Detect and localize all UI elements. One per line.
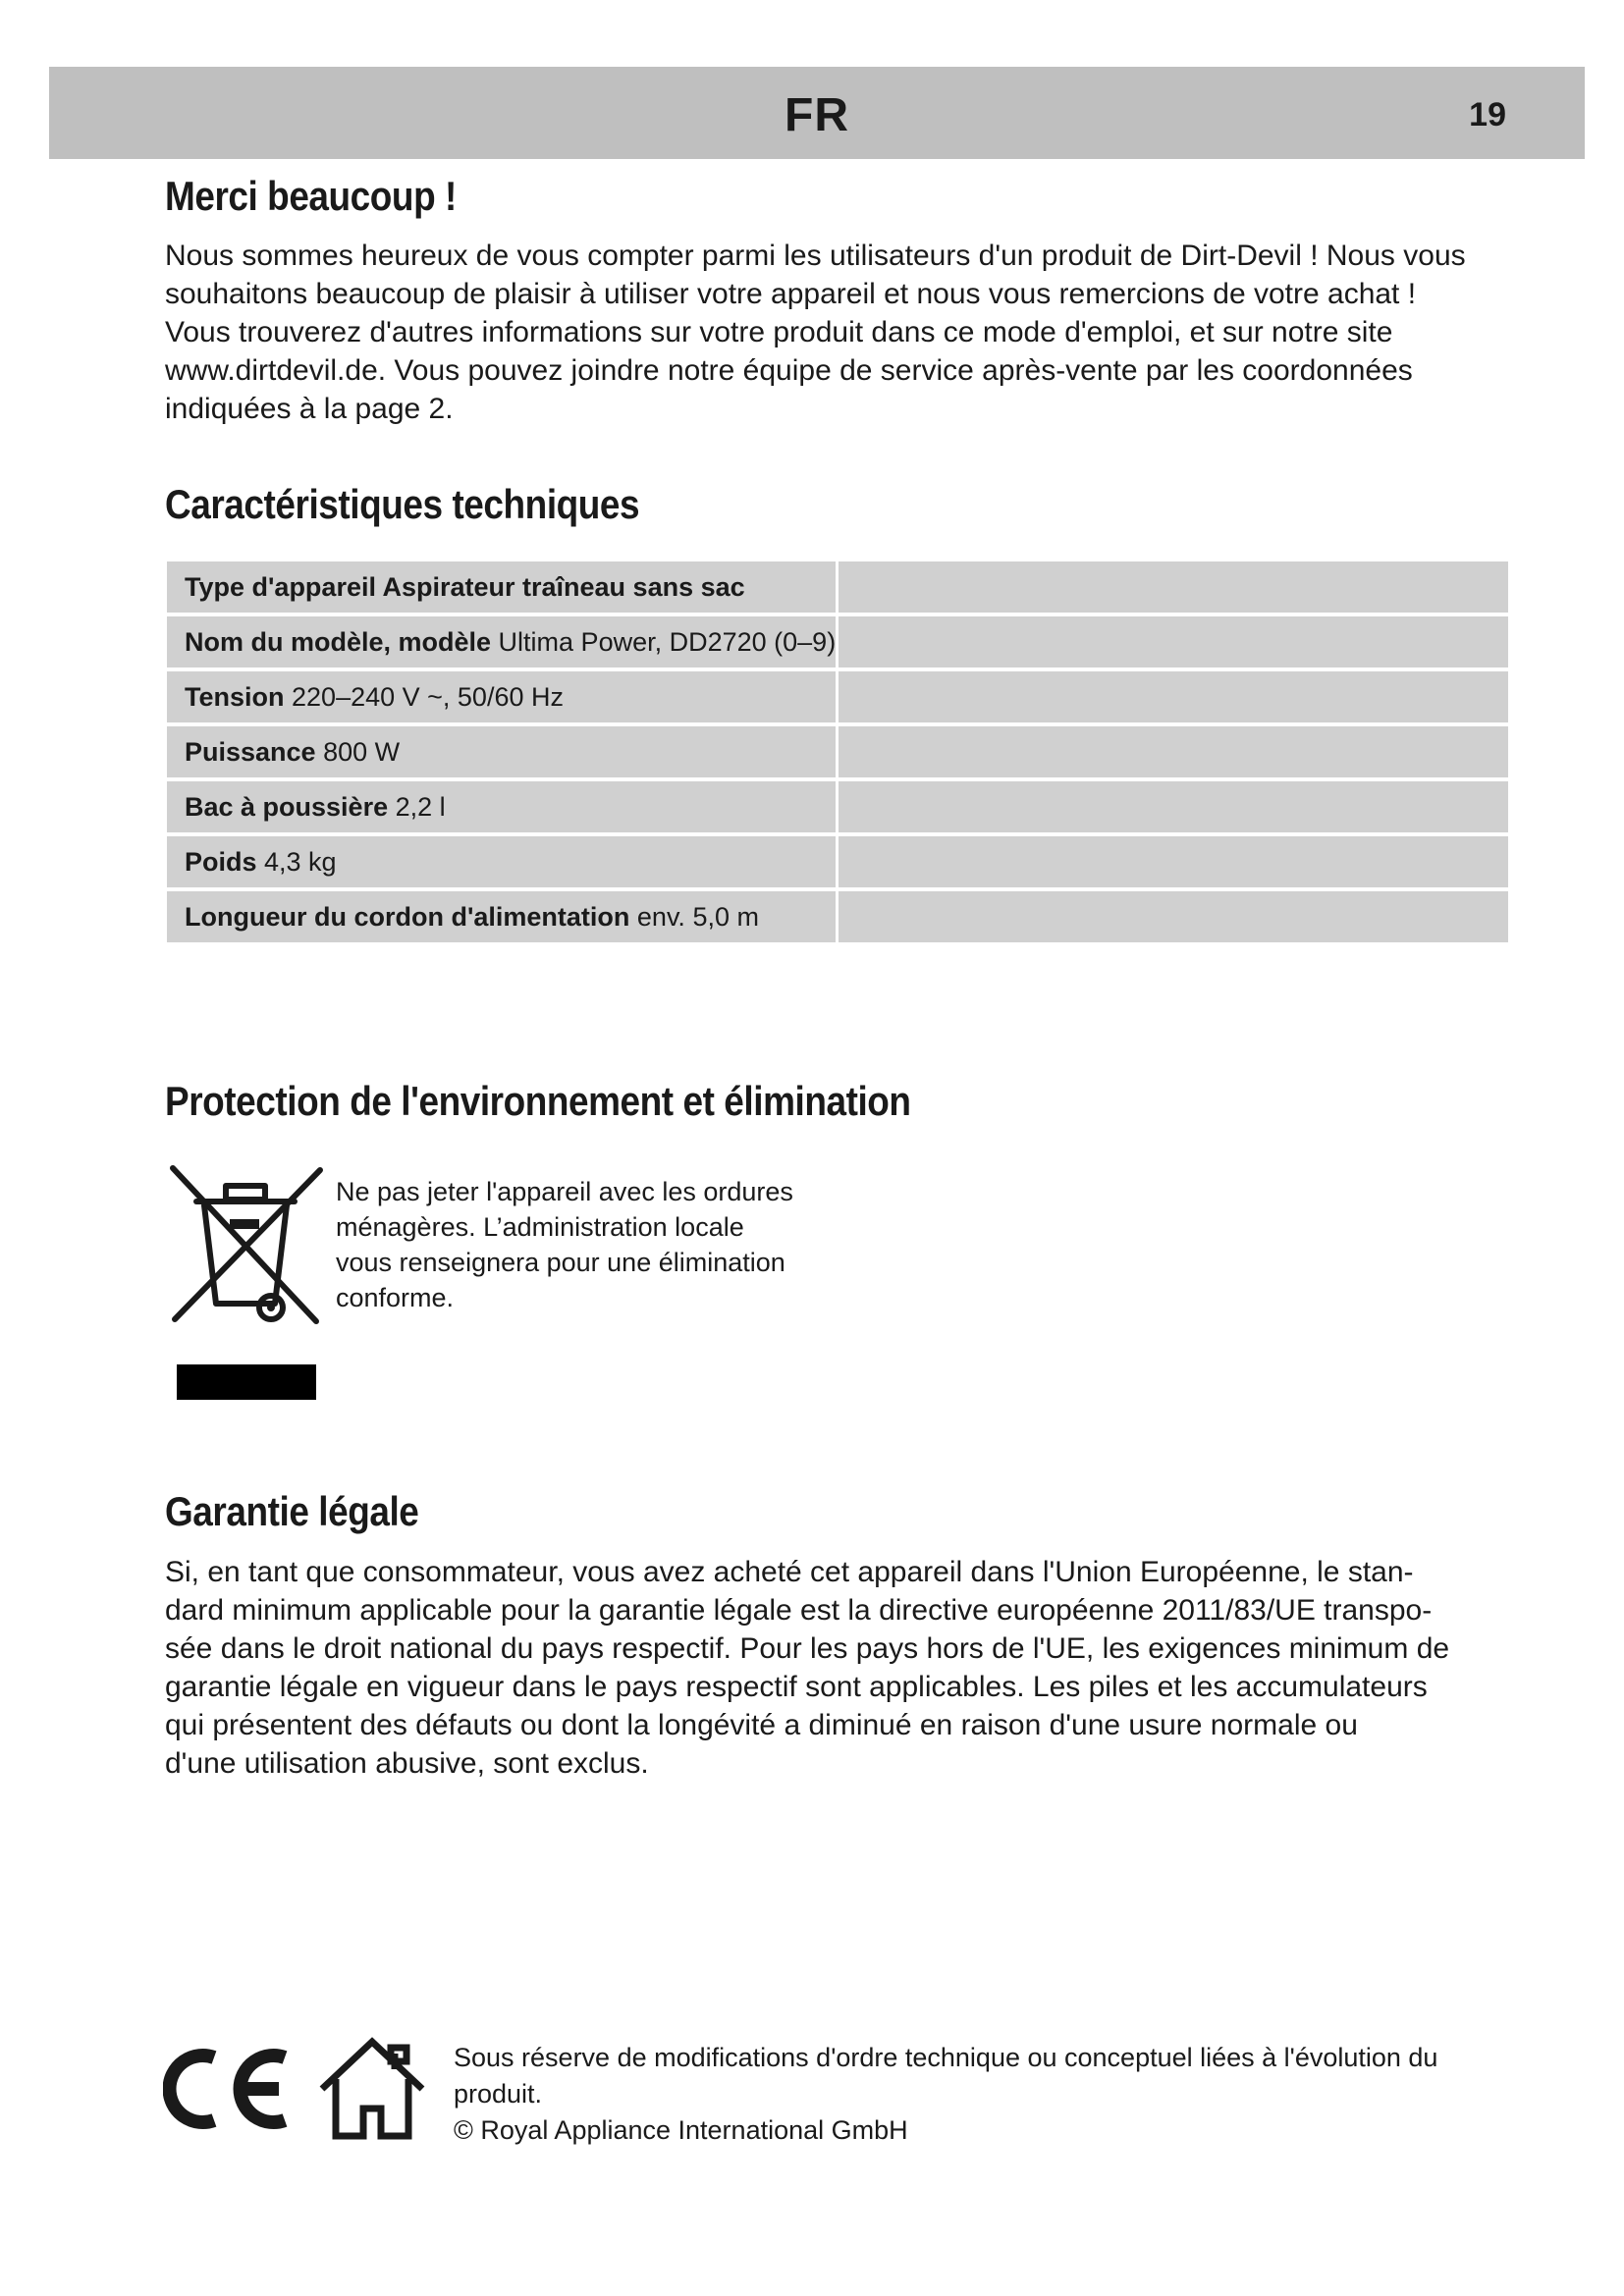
specs-table xyxy=(167,558,1508,946)
warranty-line: dard minimum applicable pour la garantie légale est la directive européenne 2011/83/UE transpo- xyxy=(165,1594,1433,1627)
environment-line: ménagères. L’administration locale xyxy=(336,1212,744,1242)
spec-label: Puissance xyxy=(185,736,316,767)
table-row xyxy=(167,891,1508,942)
table-row xyxy=(167,836,1508,887)
spec-label: Longueur du cordon d'alimentation xyxy=(185,901,630,932)
thanks-line: www.dirtdevil.de. Vous pouvez joindre notre équipe de service après-vente par les coordonnées xyxy=(165,354,1413,387)
thanks-line: Nous sommes heureux de vous compter parmi les utilisateurs d'un produit de Dirt-Devil ! Nous vous xyxy=(165,240,1466,272)
spec-label: Nom du modèle, modèle xyxy=(185,626,492,657)
thanks-title: Merci beaucoup ! xyxy=(165,173,457,219)
warranty-line: qui présentent des défauts ou dont la longévité a diminué en raison d'une usure normale ou xyxy=(165,1709,1358,1741)
spec-value: env. 5,0 m xyxy=(629,901,759,932)
spec-value: 800 W xyxy=(315,736,401,767)
spec-cell xyxy=(167,671,839,722)
spec-value: 4,3 kg xyxy=(256,846,337,877)
spec-value: 220–240 V ~, 50/60 Hz xyxy=(284,681,564,712)
language-code: FR xyxy=(785,89,849,141)
spec-label: Poids xyxy=(185,846,257,877)
page-header xyxy=(49,67,1585,159)
spec-empty-cell xyxy=(839,671,1508,722)
environment-line: conforme. xyxy=(336,1283,455,1312)
warranty-title: Garantie légale xyxy=(165,1488,419,1534)
spec-empty-cell xyxy=(839,781,1508,832)
crossed-bin-icon xyxy=(167,1164,326,1331)
thanks-paragraph xyxy=(165,237,1510,428)
warranty-line: garantie légale en vigueur dans le pays respectif sont applicables. Les piles et les accumulateurs xyxy=(165,1671,1428,1703)
spec-label: Bac à poussière xyxy=(185,791,389,822)
environment-title: Protection de l'environnement et élimination xyxy=(165,1078,911,1124)
spec-label: Tension xyxy=(185,681,285,712)
thanks-line: Vous trouverez d'autres informations sur votre produit dans ce mode d'emploi, et sur notre site xyxy=(165,316,1393,348)
spec-label: Type d'appareil Aspirateur traîneau sans sac xyxy=(185,571,745,602)
footer-line: Sous réserve de modifications d'ordre technique ou conceptuel liées à l'évolution du xyxy=(454,2043,1438,2072)
table-row xyxy=(167,726,1508,777)
spec-empty-cell xyxy=(839,891,1508,942)
environment-line: vous renseignera pour une élimination xyxy=(336,1248,785,1277)
table-row xyxy=(167,671,1508,722)
environment-line: Ne pas jeter l'appareil avec les ordures xyxy=(336,1177,793,1206)
spec-value: Ultima Power, DD2720 (0–9) xyxy=(491,626,837,657)
warranty-line: sée dans le droit national du pays respectif. Pour les pays hors de l'UE, les exigences minimum de xyxy=(165,1632,1450,1665)
spec-cell xyxy=(167,891,839,942)
spec-cell xyxy=(167,781,839,832)
environment-text xyxy=(336,1174,827,1315)
page-number: 19 xyxy=(1469,96,1506,133)
spec-empty-cell xyxy=(839,836,1508,887)
spec-empty-cell xyxy=(839,616,1508,667)
spec-empty-cell xyxy=(839,726,1508,777)
footer-copyright: © Royal Appliance International GmbH xyxy=(454,2115,908,2145)
thanks-line: souhaitons beaucoup de plaisir à utiliser votre appareil et nous vous remercions de votre achat ! xyxy=(165,278,1417,310)
table-row xyxy=(167,616,1508,667)
footer-line: produit. xyxy=(454,2079,543,2109)
table-row xyxy=(167,781,1508,832)
spec-cell xyxy=(167,836,839,887)
spec-cell xyxy=(167,616,839,667)
table-row xyxy=(167,561,1508,613)
spec-cell xyxy=(167,561,839,613)
spec-value: 2,2 l xyxy=(388,791,446,822)
spec-cell xyxy=(167,726,839,777)
specs-title: Caractéristiques techniques xyxy=(165,481,640,527)
thanks-line: indiquées à la page 2. xyxy=(165,393,454,425)
house-icon xyxy=(316,2036,428,2142)
warranty-line: Si, en tant que consommateur, vous avez acheté cet appareil dans l'Union Européenne, le stan- xyxy=(165,1556,1414,1588)
warranty-line: d'une utilisation abusive, sont exclus. xyxy=(165,1747,649,1780)
spec-empty-cell xyxy=(839,561,1508,613)
ce-mark-icon xyxy=(163,2048,291,2130)
warranty-paragraph xyxy=(165,1553,1510,1783)
footer-notice xyxy=(454,2040,1524,2149)
weee-black-bar xyxy=(177,1364,316,1400)
